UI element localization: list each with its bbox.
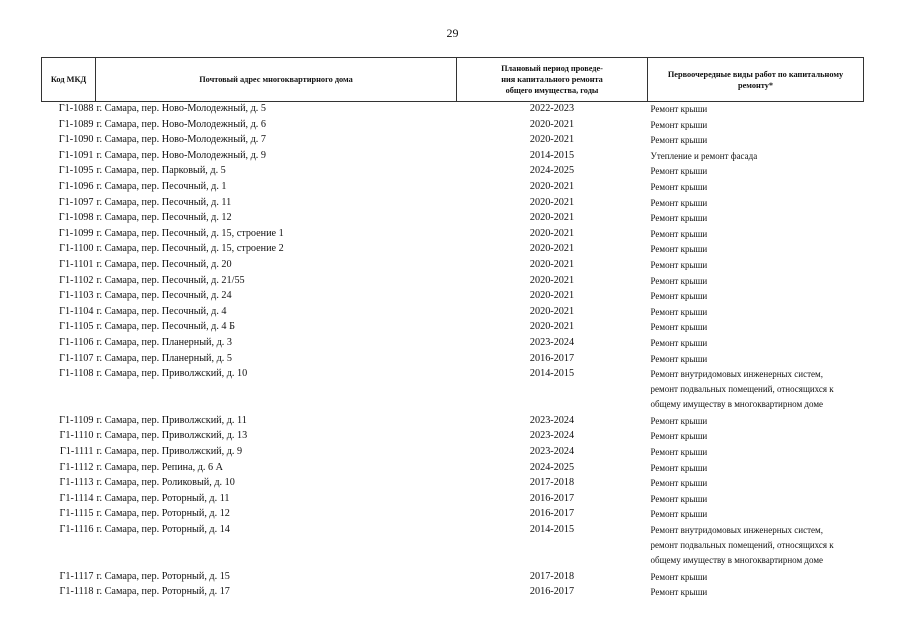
header-code: Код МКД [42, 58, 96, 102]
table-row [42, 211, 864, 227]
works-line: Ремонт крыши [650, 197, 708, 208]
table-row [42, 258, 864, 274]
works-line: Ремонт крыши [650, 322, 708, 333]
table-row [42, 289, 864, 305]
period-cell: 2016-2017 [529, 508, 575, 520]
table-row [42, 164, 864, 180]
works-cell [648, 211, 864, 227]
mkd-code-cell: Г1-1089 [58, 118, 94, 130]
table-row [42, 570, 864, 586]
page-number: 29 [446, 26, 459, 40]
address-cell: г. Самара, пер. Приволжский, д. 11 [96, 414, 247, 426]
works-cell [648, 196, 864, 212]
works-line: Ремонт крыши [650, 244, 708, 255]
table-row [42, 476, 864, 492]
address-cell: г. Самара, пер. Роторный, д. 15 [96, 570, 230, 582]
period-cell: 2023-2024 [529, 336, 575, 348]
address-cell: г. Самара, пер. Песочный, д. 20 [96, 258, 232, 270]
mkd-code-cell: Г1-1095 [58, 165, 94, 177]
works-line: Ремонт крыши [650, 275, 708, 286]
mkd-code-cell: Г1-1114 [59, 492, 94, 504]
table-row [42, 429, 864, 445]
table-row [42, 242, 864, 258]
works-cell [648, 492, 864, 508]
table-row [42, 118, 864, 134]
period-cell: 2020-2021 [529, 290, 575, 302]
works-cell [648, 367, 864, 414]
address-cell: г. Самара, пер. Песочный, д. 15, строение 1 [96, 227, 284, 239]
mkd-code-cell: Г1-1100 [59, 243, 94, 255]
address-cell: г. Самара, пер. Песочный, д. 15, строение 2 [96, 243, 284, 255]
address-cell: г. Самара, пер. Роторный, д. 14 [96, 524, 230, 536]
works-cell [648, 352, 864, 368]
mkd-code-cell: Г1-1103 [59, 290, 94, 302]
mkd-code-cell: Г1-1102 [59, 274, 94, 286]
works-cell [648, 445, 864, 461]
table-row [42, 149, 864, 165]
header-period-line: ния капитального ремонта [501, 75, 603, 84]
works-line: ремонт подвальных помещений, относящихся к [650, 384, 834, 395]
header-period [457, 58, 648, 102]
period-cell: 2020-2021 [529, 227, 575, 239]
header-period-line: общего имущества, годы [505, 86, 599, 95]
table-row [42, 274, 864, 290]
works-line: Ремонт крыши [650, 259, 708, 270]
works-line: Ремонт крыши [650, 104, 708, 114]
works-line: Ремонт крыши [650, 447, 708, 458]
mkd-code-cell: Г1-1109 [59, 414, 94, 426]
address-cell: г. Самара, пер. Песочный, д. 1 [96, 180, 227, 192]
mkd-code-cell: Г1-1105 [59, 321, 94, 333]
table-row [42, 133, 864, 149]
table-body [42, 102, 864, 602]
address-cell: г. Самара, пер. Ново-Молодежный, д. 6 [96, 118, 266, 130]
period-cell: 2020-2021 [529, 180, 575, 192]
works-cell [648, 414, 864, 430]
period-cell: 2024-2025 [529, 461, 575, 473]
period-cell: 2014-2015 [529, 368, 575, 380]
works-cell [648, 242, 864, 258]
address-cell: г. Самара, пер. Песочный, д. 24 [96, 290, 232, 302]
mkd-code-cell: Г1-1091 [58, 149, 94, 161]
works-line: Ремонт крыши [650, 291, 708, 302]
period-cell: 2017-2018 [529, 477, 575, 489]
table-row [42, 305, 864, 321]
works-cell [648, 164, 864, 180]
address-cell: г. Самара, пер. Ново-Молодежный, д. 7 [96, 134, 266, 146]
period-cell: 2020-2021 [529, 196, 575, 208]
period-cell: 2023-2024 [529, 430, 575, 442]
period-cell: 2020-2021 [529, 305, 575, 317]
works-cell [648, 180, 864, 196]
works-line: Ремонт крыши [650, 509, 708, 520]
address-cell: г. Самара, пер. Ново-Молодежный, д. 9 [96, 149, 266, 161]
address-cell: г. Самара, пер. Песочный, д. 4 [96, 305, 227, 317]
address-cell: г. Самара, пер. Планерный, д. 3 [96, 336, 232, 348]
period-cell: 2014-2015 [529, 524, 575, 536]
address-cell: г. Самара, пер. Планерный, д. 5 [96, 352, 232, 364]
header-address: Почтовый адрес многоквартирного дома [96, 58, 457, 102]
capital-repair-table [41, 57, 864, 601]
mkd-code-cell: Г1-1099 [58, 227, 94, 239]
table-row [42, 507, 864, 523]
address-cell: г. Самара, пер. Ново-Молодежный, д. 5 [96, 103, 266, 114]
period-cell: 2020-2021 [529, 212, 575, 224]
works-line: Ремонт крыши [650, 213, 708, 224]
mkd-code-cell: Г1-1108 [59, 368, 94, 380]
address-cell: г. Самара, пер. Песочный, д. 12 [96, 212, 232, 224]
mkd-code-cell: Г1-1098 [58, 212, 94, 224]
works-cell [648, 585, 864, 601]
works-line: Ремонт крыши [650, 571, 708, 582]
works-cell [648, 133, 864, 149]
works-line: Ремонт крыши [650, 228, 708, 239]
works-cell [648, 461, 864, 477]
mkd-code-cell: Г1-1111 [59, 446, 94, 458]
table-row [42, 367, 864, 414]
mkd-code-cell: Г1-1088 [58, 103, 94, 114]
address-cell: г. Самара, пер. Парковый, д. 5 [96, 165, 226, 177]
works-line: Ремонт крыши [650, 119, 708, 130]
period-cell: 2022-2023 [529, 103, 575, 114]
works-cell [648, 227, 864, 243]
works-line: ремонт подвальных помещений, относящихся к [650, 540, 834, 551]
period-cell: 2016-2017 [529, 586, 575, 598]
mkd-code-cell: Г1-1107 [59, 352, 94, 364]
works-line: Ремонт крыши [650, 337, 708, 348]
works-line: Ремонт крыши [650, 493, 708, 504]
table-row [42, 492, 864, 508]
works-cell [648, 570, 864, 586]
header-period-line: Плановый период проведе- [501, 64, 603, 73]
works-cell [648, 289, 864, 305]
table-row [42, 320, 864, 336]
period-cell: 2020-2021 [529, 243, 575, 255]
table-row [42, 180, 864, 196]
mkd-code-cell: Г1-1104 [59, 305, 94, 317]
period-cell: 2023-2024 [529, 446, 575, 458]
mkd-code-cell: Г1-1115 [59, 508, 94, 520]
mkd-code-cell: Г1-1097 [58, 196, 94, 208]
works-line: Ремонт крыши [650, 353, 708, 364]
address-cell: г. Самара, пер. Роторный, д. 17 [96, 586, 230, 598]
header-works [648, 58, 864, 102]
header-works-line: ремонту* [737, 80, 774, 90]
address-cell: г. Самара, пер. Приволжский, д. 9 [96, 446, 243, 458]
address-cell: г. Самара, пер. Приволжский, д. 10 [96, 368, 248, 380]
table-row [42, 414, 864, 430]
works-cell [648, 274, 864, 290]
mkd-code-cell: Г1-1116 [59, 524, 94, 536]
period-cell: 2014-2015 [529, 149, 575, 161]
works-line: Ремонт внутридомовых инженерных систем, [650, 369, 823, 380]
works-cell [648, 118, 864, 134]
period-cell: 2017-2018 [529, 570, 575, 582]
works-cell [648, 523, 864, 570]
table-row [42, 445, 864, 461]
period-cell: 2023-2024 [529, 414, 575, 426]
mkd-code-cell: Г1-1112 [59, 461, 94, 473]
table-row [42, 523, 864, 570]
address-cell: г. Самара, пер. Песочный, д. 4 Б [96, 321, 235, 333]
mkd-code-cell: Г1-1106 [59, 336, 94, 348]
mkd-code-cell: Г1-1117 [59, 570, 94, 582]
period-cell: 2020-2021 [529, 134, 575, 146]
address-cell: г. Самара, пер. Роторный, д. 11 [96, 492, 230, 504]
works-cell [648, 305, 864, 321]
address-cell: г. Самара, пер. Песочный, д. 21/55 [96, 274, 245, 286]
works-line: Утепление и ремонт фасада [650, 150, 758, 161]
works-line: общему имуществу в многоквартирном доме [650, 399, 824, 410]
header-row [42, 58, 864, 102]
period-cell: 2020-2021 [529, 321, 575, 333]
address-cell: г. Самара, пер. Роликовый, д. 10 [96, 477, 235, 489]
works-line: Ремонт внутридомовых инженерных систем, [650, 525, 823, 536]
works-line: Ремонт крыши [650, 431, 708, 442]
mkd-code-cell: Г1-1096 [58, 180, 94, 192]
works-cell [648, 102, 864, 118]
works-cell [648, 258, 864, 274]
works-line: Ремонт крыши [650, 462, 708, 473]
works-line: общему имуществу в многоквартирном доме [650, 555, 824, 566]
works-cell [648, 476, 864, 492]
works-line: Ремонт крыши [650, 415, 708, 426]
table-header [42, 58, 864, 102]
mkd-code-cell: Г1-1118 [59, 586, 94, 598]
works-line: Ремонт крыши [650, 478, 708, 489]
works-line: Ремонт крыши [650, 166, 708, 177]
works-line: Ремонт крыши [650, 181, 708, 192]
address-cell: г. Самара, пер. Приволжский, д. 13 [96, 430, 248, 442]
period-cell: 2020-2021 [529, 118, 575, 130]
works-cell [648, 507, 864, 523]
mkd-code-cell: Г1-1113 [59, 477, 94, 489]
table-row [42, 227, 864, 243]
works-cell [648, 336, 864, 352]
table-row [42, 102, 864, 118]
table-row [42, 352, 864, 368]
address-cell: г. Самара, пер. Роторный, д. 12 [96, 508, 230, 520]
works-cell [648, 149, 864, 165]
period-cell: 2016-2017 [529, 352, 575, 364]
works-cell [648, 429, 864, 445]
table-row [42, 461, 864, 477]
table-row [42, 336, 864, 352]
address-cell: г. Самара, пер. Песочный, д. 11 [96, 196, 232, 208]
works-line: Ремонт крыши [650, 135, 708, 146]
mkd-code-cell: Г1-1090 [58, 134, 94, 146]
works-line: Ремонт крыши [650, 587, 708, 598]
mkd-code-cell: Г1-1101 [59, 258, 94, 270]
period-cell: 2024-2025 [529, 165, 575, 177]
works-line: Ремонт крыши [650, 306, 708, 317]
header-works-line: Первоочередные виды работ по капитальному [667, 69, 844, 79]
period-cell: 2020-2021 [529, 274, 575, 286]
period-cell: 2016-2017 [529, 492, 575, 504]
table-row [42, 196, 864, 212]
address-cell: г. Самара, пер. Репина, д. 6 А [96, 461, 224, 473]
works-cell [648, 320, 864, 336]
period-cell: 2020-2021 [529, 258, 575, 270]
table-row [42, 585, 864, 601]
mkd-code-cell: Г1-1110 [59, 430, 94, 442]
